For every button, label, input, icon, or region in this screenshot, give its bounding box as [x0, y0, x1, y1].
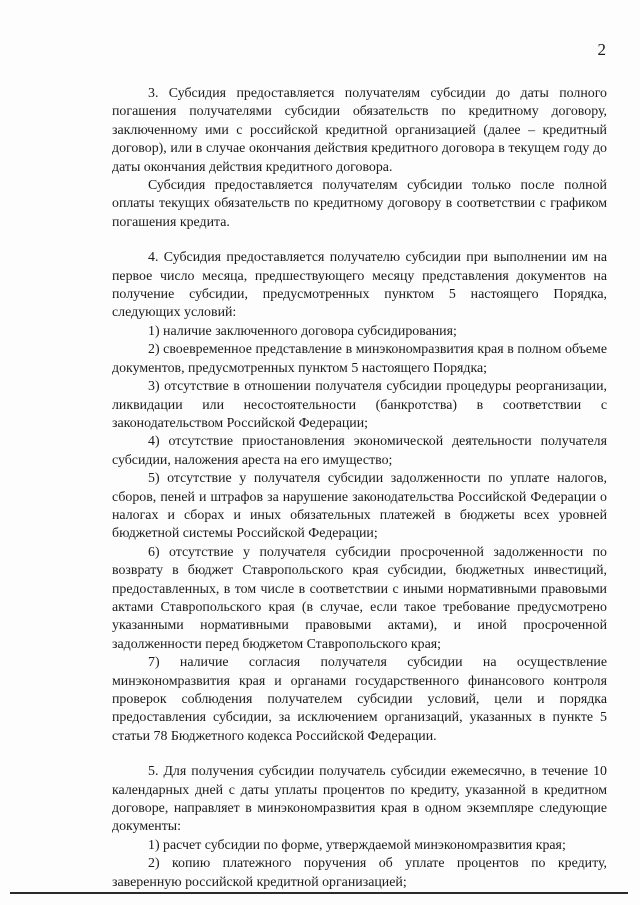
paragraph-4-item-7: 7) наличие согласия получателя субсидии на осуществление минэкономразвития края и органами государственного финансового контроля проверок соблюдения получателем субсидии условий, цели и порядка предоставления субсидии, за исключением организаций, указанных в пункте 5 статьи 78 Бюджетного кодекса Российской Федерации. [112, 655, 607, 744]
paragraph-5-item-1: 1) расчет субсидии по форме, утверждаемой минэкономразвития края; [148, 837, 566, 853]
paragraph-5: 5. Для получения субсидии получатель субсидии ежемесячно, в течение 10 календарных дней с даты уплаты процентов по кредиту, указанной в кредитном договоре, направляет в минэкономразвития края в одном экземпляре следующие документы: [112, 764, 607, 835]
paragraph-3: 3. Субсидия предоставляется получателям субсидии до даты полного погашения получателями субсидии обязательств по кредитному договору, заключенному ими с российской кредитной организацией (далее – кредитный договор), или в случае окончания действия кредитного договора в текущем году до даты окончания действия кредитного договора. [112, 86, 607, 175]
paragraph-5-item-2: 2) копию платежного поручения об уплате процентов по кредиту, заверенную российской кредитной организацией; [112, 856, 607, 890]
bottom-border-line [10, 892, 628, 894]
paragraph-4-item-6: 6) отсутствие у получателя субсидии просроченной задолженности по возврату в бюджет Ставропольского края субсидии, бюджетных инвестиций, предоставленных, в том числе в соответствии с иными нормативными правовыми актами Ставропольского края (в случае, если такое требование предусмотрено указанными нормативными правовыми актами), и иной просроченной задолженности перед бюджетом Ставропольского края; [112, 544, 607, 652]
paragraph-4-item-2: 2) своевременное представление в минэкономразвития края в полном объеме документов, предусмотренных пунктом 5 настоящего Порядка; [112, 342, 607, 376]
paragraph-4-item-3: 3) отсутствие в отношении получателя субсидии процедуры реорганизации, ликвидации или несостоятельности (банкротства) в соответствии с законодательством Российской Федерации; [112, 379, 607, 431]
page-number: 2 [597, 40, 606, 59]
paragraph-gap [112, 746, 607, 763]
paragraph-4-item-1: 1) наличие заключенного договора субсидирования; [148, 323, 457, 339]
document-body [112, 85, 607, 892]
paragraph-gap [112, 232, 607, 249]
paragraph-3-continuation: Субсидия предоставляется получателям субсидии только после полной оплаты текущих обязательств по кредитному договору в соответствии с графиком погашения кредита. [112, 178, 607, 230]
paragraph-4: 4. Субсидия предоставляется получателю субсидии при выполнении им на первое число месяца, предшествующего месяцу представления документов на получение субсидии, предусмотренных пунктом 5 настоящего Порядка, следующих условий: [112, 250, 607, 321]
paragraph-4-item-5: 5) отсутствие у получателя субсидии задолженности по уплате налогов, сборов, пеней и штрафов за нарушение законодательства Российской Федерации о налогах и сборах и иных обязательных платежей в бюджеты всех уровней бюджетной системы Российской Федерации; [112, 471, 607, 542]
paragraph-4-item-4: 4) отсутствие приостановления экономической деятельности получателя субсидии, наложения ареста на его имущество; [112, 434, 607, 468]
